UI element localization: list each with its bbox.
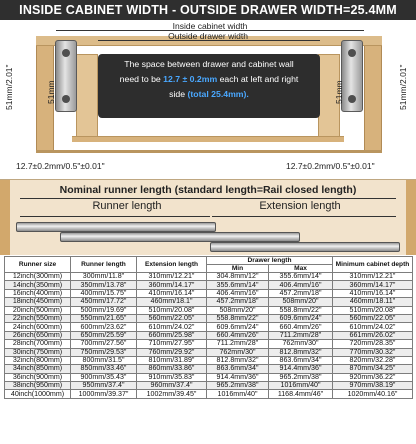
cell-runner-length: 700mm/27.56"	[71, 340, 137, 348]
cell-runner-size: 38inch(950mm)	[5, 382, 71, 390]
cell-drawer-max: 1168.4mm/46"	[269, 390, 333, 398]
cell-drawer-max: 457.2mm/18"	[269, 289, 333, 297]
cell-drawer-min: 406.4mm/16"	[207, 289, 269, 297]
drawer-bottom	[72, 136, 344, 142]
cell-min-cabinet-depth: 870mm/34.25"	[333, 365, 413, 373]
cell-runner-size: 34inch(850mm)	[5, 365, 71, 373]
info-line-2	[104, 72, 314, 87]
cell-runner-length: 600mm/23.62"	[71, 323, 137, 331]
header-min-cabinet-depth: Minimum cabinet depth	[333, 257, 413, 273]
cell-extension-length: 360mm/14.17"	[137, 281, 207, 289]
cell-min-cabinet-depth: 661mm/26.02"	[333, 331, 413, 339]
cell-drawer-min: 1016mm/40"	[207, 390, 269, 398]
cell-runner-size: 32inch(800mm)	[5, 356, 71, 364]
drawer-left-side	[76, 54, 98, 140]
cell-drawer-min: 863.6mm/34"	[207, 365, 269, 373]
cell-extension-length: 510mm/20.08"	[137, 306, 207, 314]
extension-length-label: Extension length	[259, 200, 341, 212]
left-inner-height-label: 51mm	[46, 80, 56, 104]
cell-runner-size: 16inch(400mm)	[5, 289, 71, 297]
cell-runner-size: 36inch(900mm)	[5, 373, 71, 381]
cell-min-cabinet-depth: 1020mm/40.16"	[333, 390, 413, 398]
cell-extension-length: 860mm/33.86"	[137, 365, 207, 373]
table-row	[5, 289, 413, 297]
cell-extension-length: 710mm/27.95"	[137, 340, 207, 348]
cell-extension-length: 960mm/37.4"	[137, 382, 207, 390]
cell-runner-length: 300mm/11.8"	[71, 273, 137, 281]
cell-runner-length: 950mm/37.4"	[71, 382, 137, 390]
cell-drawer-min: 304.8mm/12"	[207, 273, 269, 281]
table-row	[5, 306, 413, 314]
cell-extension-length: 1002mm/39.45"	[137, 390, 207, 398]
cell-min-cabinet-depth: 310mm/12.21"	[333, 273, 413, 281]
cell-runner-size: 28inch(700mm)	[5, 340, 71, 348]
cell-extension-length: 760mm/29.92"	[137, 348, 207, 356]
cell-drawer-min: 914.4mm/36"	[207, 373, 269, 381]
cell-runner-length: 350mm/13.78"	[71, 281, 137, 289]
cell-drawer-min: 457.2mm/18"	[207, 298, 269, 306]
cell-extension-length: 810mm/31.89"	[137, 356, 207, 364]
gap-value-highlight: 12.7 ± 0.2mm	[163, 74, 218, 84]
cell-drawer-min: 508mm/20"	[207, 306, 269, 314]
cell-drawer-max: 508mm/20"	[269, 298, 333, 306]
cell-min-cabinet-depth: 410mm/16.14"	[333, 289, 413, 297]
cell-runner-size: 40inch(1000mm)	[5, 390, 71, 398]
cell-runner-length: 450mm/17.72"	[71, 298, 137, 306]
cell-drawer-max: 914.4mm/36"	[269, 365, 333, 373]
cell-drawer-max: 355.6mm/14"	[269, 273, 333, 281]
cell-drawer-min: 609.6mm/24"	[207, 323, 269, 331]
cell-runner-length: 850mm/33.46"	[71, 365, 137, 373]
cell-runner-length: 900mm/35.43"	[71, 373, 137, 381]
cell-drawer-max: 406.4mm/16"	[269, 281, 333, 289]
table-row	[5, 373, 413, 381]
total-gap-highlight: (total 25.4mm).	[187, 89, 249, 99]
cell-min-cabinet-depth: 770mm/30.32"	[333, 348, 413, 356]
cell-runner-size: 30inch(750mm)	[5, 348, 71, 356]
cell-runner-length: 650mm/25.59"	[71, 331, 137, 339]
table-row	[5, 323, 413, 331]
cell-min-cabinet-depth: 820mm/32.28"	[333, 356, 413, 364]
cell-min-cabinet-depth: 720mm/28.35"	[333, 340, 413, 348]
table-row	[5, 281, 413, 289]
extension-length-dim-line	[212, 216, 396, 217]
cell-extension-length: 660mm/25.98"	[137, 331, 207, 339]
cell-runner-length: 400mm/15.75"	[71, 289, 137, 297]
cell-runner-size: 20inch(500mm)	[5, 306, 71, 314]
middle-rail	[60, 232, 300, 242]
right-slide-rail	[341, 40, 363, 112]
cell-extension-length: 460mm/18.1"	[137, 298, 207, 306]
info-text: side	[169, 89, 188, 99]
cabinet-right-wall	[364, 36, 382, 152]
cell-drawer-max: 965.2mm/38"	[269, 373, 333, 381]
inside-cabinet-width-label: Inside cabinet width	[172, 21, 248, 31]
cell-drawer-min: 762mm/30"	[207, 348, 269, 356]
cell-drawer-max: 1016mm/40"	[269, 382, 333, 390]
cell-runner-length: 500mm/19.69"	[71, 306, 137, 314]
cell-runner-length: 1000mm/39.37"	[71, 390, 137, 398]
cell-drawer-max: 609.6mm/24"	[269, 314, 333, 322]
right-inner-height-label: 51mm	[334, 80, 344, 104]
cell-min-cabinet-depth: 510mm/20.08"	[333, 306, 413, 314]
cell-extension-length: 910mm/35.83"	[137, 373, 207, 381]
cell-drawer-max: 711.2mm/28"	[269, 331, 333, 339]
cell-drawer-max: 812.8mm/32"	[269, 348, 333, 356]
cell-min-cabinet-depth: 970mm/38.19"	[333, 382, 413, 390]
cell-runner-size: 18inch(450mm)	[5, 298, 71, 306]
cell-min-cabinet-depth: 360mm/14.17"	[333, 281, 413, 289]
info-text: each at left and right	[217, 74, 299, 84]
info-line-1: The space between drawer and cabinet wall	[124, 59, 294, 69]
header-drawer-length: Drawer length	[207, 257, 333, 265]
cell-drawer-min: 965.2mm/38"	[207, 382, 269, 390]
cell-drawer-max: 762mm/30"	[269, 340, 333, 348]
left-gap-label: 12.7±0.2mm/0.5"±0.01"	[16, 161, 105, 171]
nominal-length-dim-line	[20, 198, 396, 199]
cell-min-cabinet-depth: 610mm/24.02"	[333, 323, 413, 331]
outside-drawer-width-label: Outside drawer width	[168, 31, 248, 41]
diagram-title: INSIDE CABINET WIDTH - OUTSIDE DRAWER WIDTH=25.4MM	[0, 0, 416, 20]
header-drawer-max: Max	[269, 265, 333, 273]
cell-runner-length: 550mm/21.65"	[71, 314, 137, 322]
cell-runner-size: 26inch(650mm)	[5, 331, 71, 339]
cell-runner-length: 800mm/31.5"	[71, 356, 137, 364]
cell-runner-size: 12inch(300mm)	[5, 273, 71, 281]
cell-extension-length: 610mm/24.02"	[137, 323, 207, 331]
table-row	[5, 298, 413, 306]
table-row	[5, 356, 413, 364]
cabinet-floor	[36, 150, 382, 153]
table-row	[5, 273, 413, 281]
cell-runner-size: 24inch(600mm)	[5, 323, 71, 331]
table-row	[5, 365, 413, 373]
inner-rail	[210, 242, 400, 252]
cell-extension-length: 310mm/12.21"	[137, 273, 207, 281]
runner-length-dim-line	[20, 216, 210, 217]
info-text: need to be	[119, 74, 164, 84]
header-extension-length: Extension length	[137, 257, 207, 273]
left-slide-rail	[55, 40, 77, 112]
cell-drawer-min: 660.4mm/26"	[207, 331, 269, 339]
table-row	[5, 331, 413, 339]
cabinet-diagram	[0, 0, 416, 176]
header-runner-length: Runner length	[71, 257, 137, 273]
cell-extension-length: 560mm/22.05"	[137, 314, 207, 322]
cell-drawer-max: 863.6mm/34"	[269, 356, 333, 364]
cell-drawer-min: 355.6mm/14"	[207, 281, 269, 289]
right-outer-height-label: 51mm/2.01"	[398, 64, 408, 110]
cell-drawer-min: 812.8mm/32"	[207, 356, 269, 364]
runner-length-diagram	[0, 179, 416, 255]
cell-drawer-max: 558.8mm/22"	[269, 306, 333, 314]
header-drawer-min: Min	[207, 265, 269, 273]
size-spec-table	[4, 256, 413, 399]
table-row	[5, 390, 413, 398]
cell-drawer-min: 558.8mm/22"	[207, 314, 269, 322]
cell-min-cabinet-depth: 460mm/18.11"	[333, 298, 413, 306]
cell-extension-length: 410mm/16.14"	[137, 289, 207, 297]
gap-info-box	[98, 54, 320, 118]
cell-drawer-max: 660.4mm/26"	[269, 323, 333, 331]
left-outer-height-label: 51mm/2.01"	[4, 64, 14, 110]
table-row	[5, 348, 413, 356]
table-row	[5, 314, 413, 322]
cell-min-cabinet-depth: 920mm/36.22"	[333, 373, 413, 381]
cell-runner-length: 750mm/29.53"	[71, 348, 137, 356]
header-runner-size: Runner size	[5, 257, 71, 273]
cell-runner-size: 14inch(350mm)	[5, 281, 71, 289]
table-row	[5, 382, 413, 390]
outer-rail	[16, 222, 216, 232]
info-line-3	[104, 87, 314, 102]
cell-runner-size: 22inch(550mm)	[5, 314, 71, 322]
table-row	[5, 340, 413, 348]
runner-length-label: Runner length	[92, 200, 162, 212]
cell-drawer-min: 711.2mm/28"	[207, 340, 269, 348]
cell-min-cabinet-depth: 560mm/22.05"	[333, 314, 413, 322]
right-gap-label: 12.7±0.2mm/0.5"±0.01"	[286, 161, 375, 171]
nominal-runner-length-label: Nominal runner length (standard length=Rail closed length)	[59, 184, 357, 196]
